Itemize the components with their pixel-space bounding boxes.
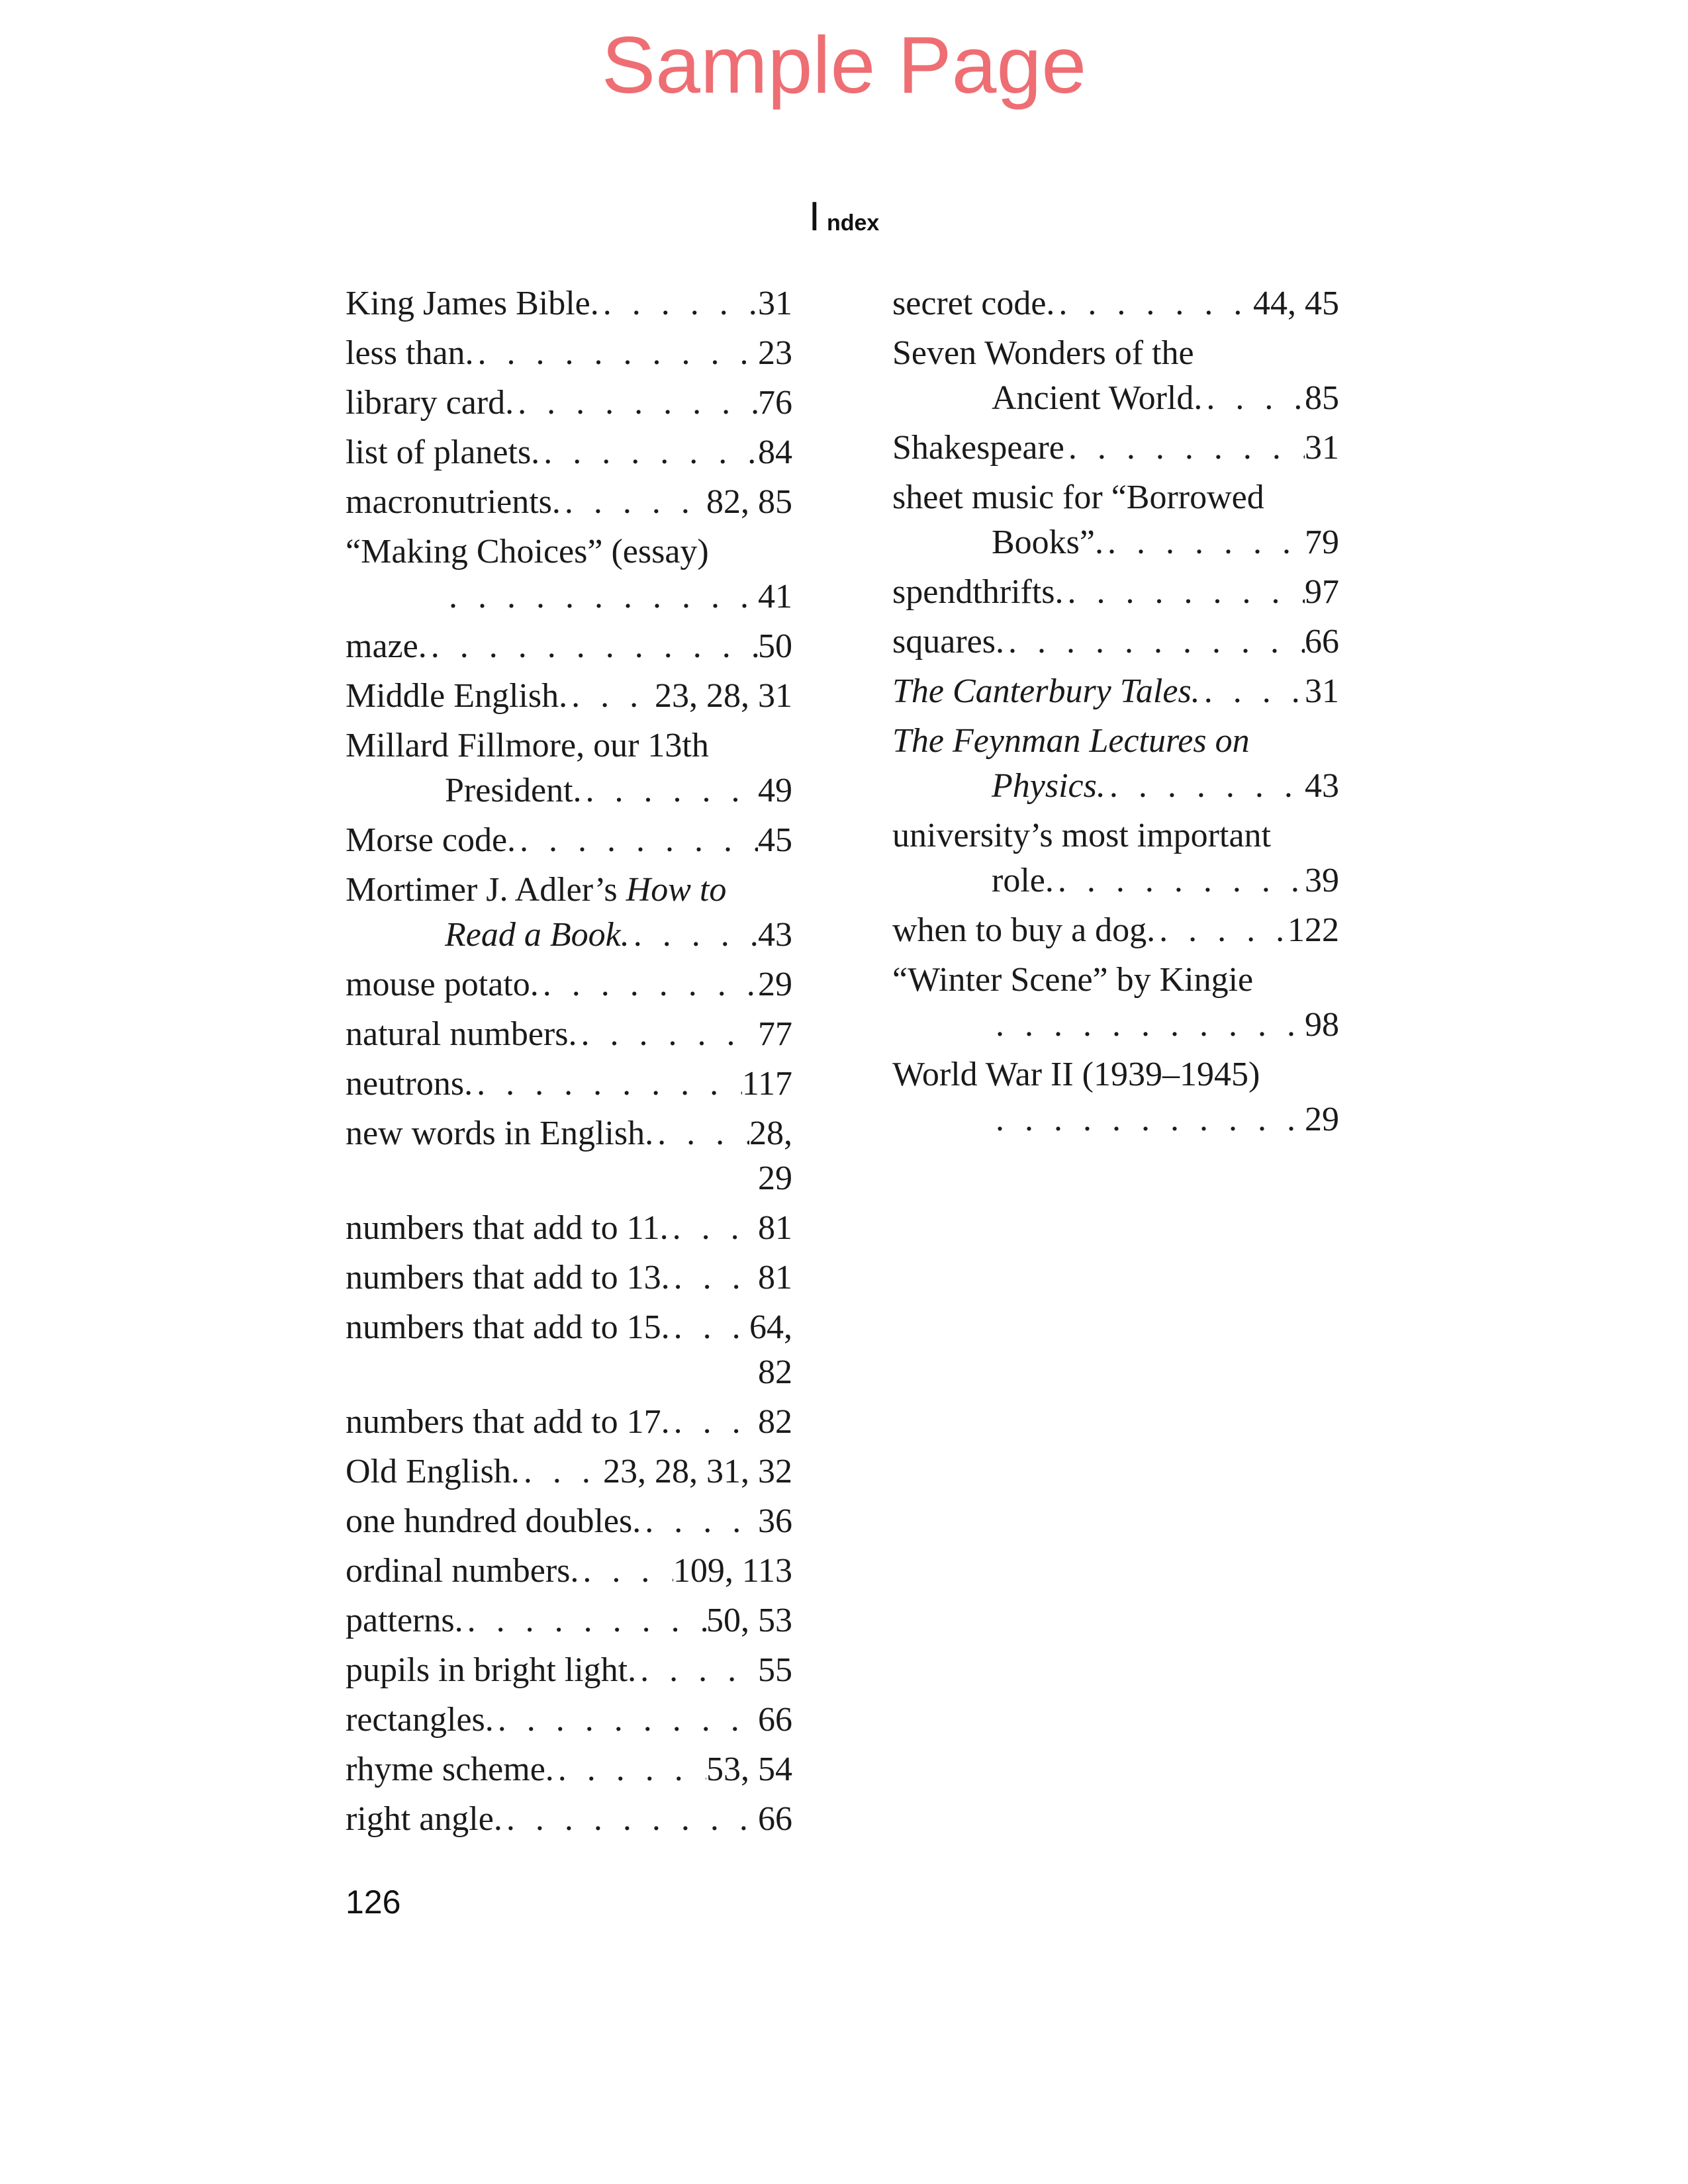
index-line (892, 908, 1339, 953)
index-pages: 76 (758, 384, 792, 422)
index-term (346, 868, 726, 913)
dot-leader (670, 1400, 758, 1445)
dot-leader (577, 1012, 758, 1057)
index-term: new words in English. (346, 1115, 654, 1152)
index-line (892, 619, 1339, 664)
dot-leader (670, 1305, 749, 1350)
index-entry (346, 818, 792, 863)
index-line (892, 669, 1339, 714)
index-entry (346, 281, 792, 326)
index-entry (346, 723, 792, 813)
index-entry (346, 1449, 792, 1494)
index-term: Books”. (992, 523, 1103, 561)
index-term: “Making Choices” (essay) (346, 533, 709, 570)
index-entry (892, 426, 1339, 471)
index-entry (892, 331, 1339, 421)
index-pages: 98 (1305, 1006, 1339, 1044)
index-term: ordinal numbers. (346, 1552, 579, 1590)
index-entry (892, 619, 1339, 664)
index-term: rectangles. (346, 1701, 494, 1739)
index-pages: 64, (749, 1308, 792, 1346)
index-pages: 23, 28, 31 (655, 677, 792, 715)
index-pages: 66 (758, 1800, 792, 1838)
page-number: 126 (346, 1884, 401, 1921)
index-line (346, 768, 792, 813)
dot-leader (494, 1698, 758, 1743)
index-line (346, 624, 792, 669)
index-pages: 43 (758, 916, 792, 954)
dot-leader (992, 1003, 1305, 1048)
index-term: role. (992, 862, 1054, 899)
index-entry (346, 1648, 792, 1693)
index-line (346, 962, 792, 1007)
dot-leader (473, 1062, 742, 1107)
index-pages: 66 (1305, 623, 1339, 660)
index-entry (892, 813, 1339, 903)
index-term: The Feynman Lectures on (892, 722, 1250, 760)
index-entry (346, 1499, 792, 1544)
index-term: macronutrients. (346, 483, 561, 521)
index-line (892, 719, 1339, 764)
index-line (346, 1549, 792, 1594)
index-term: World War II (1939–1945) (892, 1056, 1260, 1093)
dot-leader (445, 574, 758, 619)
index-line (346, 723, 792, 768)
index-line (892, 475, 1339, 520)
index-line (892, 813, 1339, 858)
index-line (346, 674, 792, 719)
index-line (892, 570, 1339, 615)
index-line (346, 1012, 792, 1057)
dot-leader (1054, 858, 1305, 903)
dot-leader (502, 1797, 758, 1842)
index-term: neutrons. (346, 1065, 473, 1103)
index-pages: 29 (1305, 1101, 1339, 1138)
index-line (346, 1111, 792, 1156)
index-term: patterns. (346, 1602, 463, 1639)
index-line (892, 1097, 1339, 1142)
index-term: Millard Fillmore, our 13th (346, 727, 709, 764)
index-term: Seven Wonders of the (892, 334, 1194, 372)
dot-leader (561, 480, 706, 525)
dot-leader (520, 1449, 603, 1494)
index-line (892, 764, 1339, 809)
index-pages: 50, 53 (706, 1602, 792, 1639)
index-term: The Canterbury Tales. (892, 672, 1200, 710)
dot-leader (1004, 619, 1305, 664)
index-pages: 31 (1305, 429, 1339, 467)
index-pages: 81 (758, 1259, 792, 1297)
index-term: Physics. (992, 767, 1105, 805)
index-line (346, 1400, 792, 1445)
index-line (346, 1598, 792, 1643)
index-line (346, 1797, 792, 1842)
index-pages: 122 (1288, 911, 1339, 949)
index-term: maze. (346, 627, 427, 665)
index-line (346, 1350, 792, 1395)
index-term: Morse code. (346, 821, 516, 859)
index-entry (346, 1062, 792, 1107)
index-line (346, 1156, 792, 1201)
index-pages: 53, 54 (706, 1751, 792, 1788)
index-pages: 49 (758, 772, 792, 809)
index-pages: 45 (758, 821, 792, 859)
index-line (346, 1747, 792, 1792)
dot-leader (992, 1097, 1305, 1142)
index-entry (346, 1598, 792, 1643)
index-term: Middle English. (346, 677, 568, 715)
index-line (892, 1003, 1339, 1048)
dot-leader (579, 1549, 673, 1594)
dot-leader (539, 430, 758, 475)
index-term: natural numbers. (346, 1015, 577, 1053)
dot-leader (554, 1747, 706, 1792)
index-entry (346, 674, 792, 719)
index-pages: 109, 113 (673, 1552, 792, 1590)
dot-leader (427, 624, 758, 669)
index-pages: 82 (758, 1353, 792, 1391)
dot-leader (516, 818, 758, 863)
index-term: numbers that add to 17. (346, 1403, 670, 1441)
index-term: pupils in bright light. (346, 1651, 637, 1689)
sample-page-watermark: Sample Page (601, 20, 1087, 110)
index-term: rhyme scheme. (346, 1751, 554, 1788)
index-entry (346, 1255, 792, 1300)
dot-leader (1103, 520, 1305, 565)
index-term: sheet music for “Borrowed (892, 478, 1264, 516)
index-pages: 81 (758, 1209, 792, 1247)
index-line (346, 1206, 792, 1251)
index-pages: 31 (758, 285, 792, 322)
dot-leader (669, 1206, 758, 1251)
index-entry (346, 1111, 792, 1201)
index-term: secret code. (892, 285, 1055, 322)
index-line (346, 1255, 792, 1300)
index-term: one hundred doubles. (346, 1502, 641, 1540)
index-line (346, 1499, 792, 1544)
index-entry (346, 1012, 792, 1057)
dot-leader (539, 962, 758, 1007)
dot-leader (1055, 281, 1253, 326)
index-entry (346, 1797, 792, 1842)
index-pages: 43 (1305, 767, 1339, 805)
index-line (346, 529, 792, 574)
index-entry (346, 1698, 792, 1743)
index-pages: 29 (758, 1160, 792, 1197)
index-entry (346, 1206, 792, 1251)
index-line (346, 1698, 792, 1743)
index-term: university’s most important (892, 817, 1271, 854)
index-entry (892, 719, 1339, 809)
index-pages: 28, (749, 1115, 792, 1152)
dot-leader (1200, 669, 1305, 714)
index-pages: 97 (1305, 573, 1339, 611)
index-line (346, 818, 792, 863)
dot-leader (653, 1111, 749, 1156)
index-term: numbers that add to 15. (346, 1308, 670, 1346)
index-term: numbers that add to 13. (346, 1259, 670, 1297)
index-term: Shakespeare (892, 429, 1064, 467)
index-pages: 50 (758, 627, 792, 665)
index-term: library card. (346, 384, 514, 422)
index-line (892, 858, 1339, 903)
index-term: “Winter Scene” by Kingie (892, 961, 1254, 999)
index-entry (346, 1747, 792, 1792)
index-entry (892, 958, 1339, 1048)
index-term: Old English. (346, 1453, 520, 1490)
index-pages: 82, 85 (706, 483, 792, 521)
index-pages: 82 (758, 1403, 792, 1441)
dot-leader (1202, 376, 1305, 421)
index-term: numbers that add to 11. (346, 1209, 669, 1247)
dot-leader (514, 381, 758, 426)
index-pages: 77 (758, 1015, 792, 1053)
index-term-part: Mortimer J. Adler’s (346, 871, 626, 909)
index-term: squares. (892, 623, 1004, 660)
dot-leader (474, 331, 758, 376)
index-pages: 39 (1305, 862, 1339, 899)
index-entry (346, 381, 792, 426)
index-entry (346, 1305, 792, 1395)
index-entry (346, 331, 792, 376)
index-pages: 23, 28, 31, 32 (603, 1453, 792, 1490)
index-entry (346, 624, 792, 669)
index-pages: 29 (758, 966, 792, 1003)
index-term: King James Bible. (346, 285, 599, 322)
dot-leader (1105, 764, 1305, 809)
index-entry (892, 281, 1339, 326)
dot-leader (1064, 570, 1305, 615)
index-line (892, 331, 1339, 376)
index-term: President. (445, 772, 582, 809)
index-pages: 84 (758, 433, 792, 471)
index-entry (892, 908, 1339, 953)
index-line (346, 1449, 792, 1494)
index-pages: 36 (758, 1502, 792, 1540)
dot-leader (1064, 426, 1305, 471)
index-heading-initial: I (808, 194, 820, 240)
index-entry (892, 669, 1339, 714)
index-line (892, 426, 1339, 471)
index-line (892, 376, 1339, 421)
dot-leader (630, 913, 758, 958)
index-term: mouse potato. (346, 966, 539, 1003)
dot-leader (670, 1255, 758, 1300)
dot-leader (567, 674, 655, 719)
dot-leader (636, 1648, 758, 1693)
index-line (346, 1305, 792, 1350)
index-term: when to buy a dog. (892, 911, 1156, 949)
index-line (346, 913, 792, 958)
index-column-left (346, 281, 792, 1846)
index-pages: 85 (1305, 379, 1339, 417)
index-entry (892, 570, 1339, 615)
index-entry (892, 1052, 1339, 1142)
index-line (892, 281, 1339, 326)
index-entry (346, 868, 792, 958)
index-pages: 66 (758, 1701, 792, 1739)
index-pages: 79 (1305, 523, 1339, 561)
index-heading-rest: ndex (826, 210, 880, 236)
index-term: spendthrifts. (892, 573, 1064, 611)
index-entry (346, 1549, 792, 1594)
index-line (346, 281, 792, 326)
index-term: less than. (346, 334, 474, 372)
index-entry (892, 475, 1339, 565)
index-term: Read a Book. (445, 916, 630, 954)
index-line (892, 958, 1339, 1003)
index-line (346, 381, 792, 426)
index-pages: 55 (758, 1651, 792, 1689)
index-term-part: How to (626, 871, 727, 909)
index-entry (346, 430, 792, 475)
dot-leader (1155, 908, 1288, 953)
index-pages: 41 (758, 578, 792, 615)
index-entry (346, 1400, 792, 1445)
index-term: list of planets. (346, 433, 540, 471)
index-pages: 44, 45 (1253, 285, 1339, 322)
index-line (346, 430, 792, 475)
dot-leader (582, 768, 758, 813)
index-line (346, 868, 792, 913)
index-pages: 31 (1305, 672, 1339, 710)
index-heading (0, 193, 1688, 240)
dot-leader (599, 281, 758, 326)
index-entry (346, 529, 792, 619)
index-line (346, 574, 792, 619)
dot-leader (641, 1499, 758, 1544)
index-line (346, 480, 792, 525)
index-pages: 23 (758, 334, 792, 372)
index-term: right angle. (346, 1800, 502, 1838)
index-line (346, 331, 792, 376)
index-entry (346, 962, 792, 1007)
dot-leader (463, 1598, 706, 1643)
index-line (892, 520, 1339, 565)
index-column-right (892, 281, 1339, 1147)
index-line (346, 1062, 792, 1107)
index-line (346, 1648, 792, 1693)
index-term: Ancient World. (992, 379, 1203, 417)
index-pages: 117 (741, 1065, 792, 1103)
index-line (892, 1052, 1339, 1097)
index-entry (346, 480, 792, 525)
